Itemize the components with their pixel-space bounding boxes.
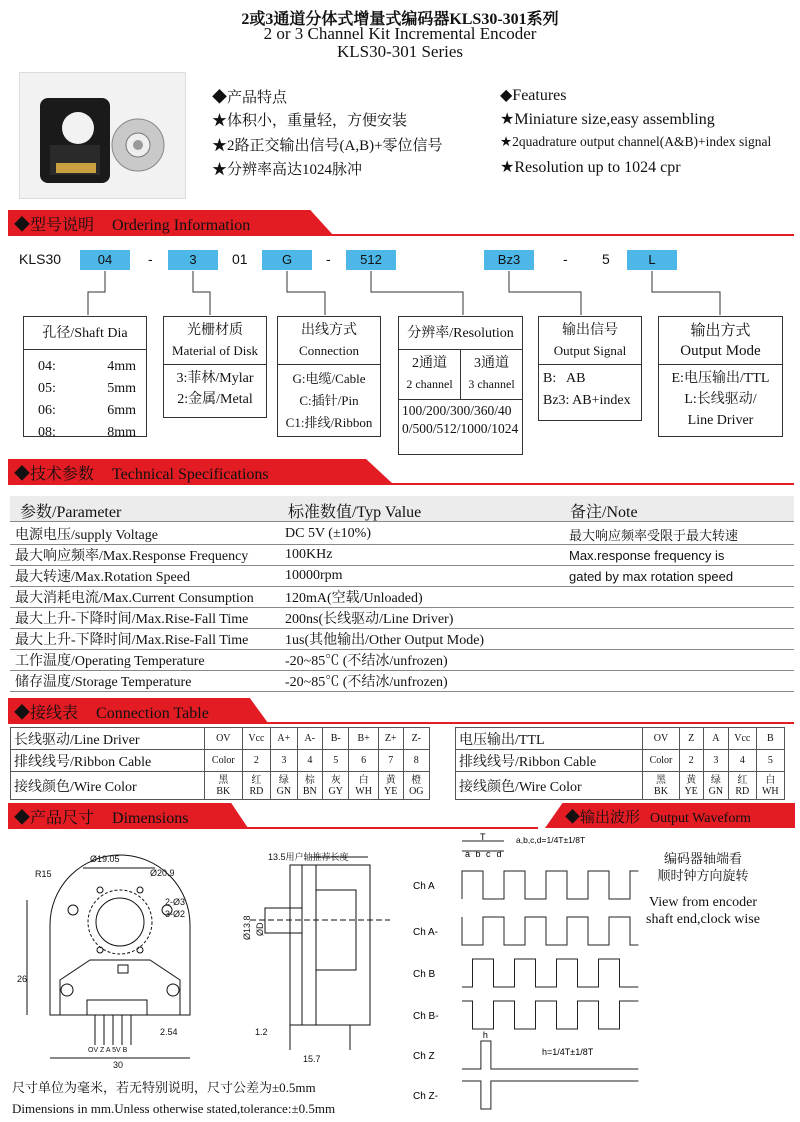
waveform-trace (462, 1081, 638, 1109)
connection-cell: Vcc (242, 728, 271, 750)
spec-cell: 最大响应频率/Max.Response Frequency (10, 545, 280, 566)
spec-row (10, 608, 794, 629)
spec-row (10, 650, 794, 671)
connection-label: 接线颜色/Wire Color (456, 772, 643, 800)
svg-text:15.7: 15.7 (303, 1054, 321, 1064)
channel-label: Ch B- (413, 1011, 439, 1022)
title-cn: 2或3通道分体式增量式编码器KLS30-301系列 (241, 11, 559, 28)
svg-text:a: a (465, 849, 471, 859)
svg-text:30: 30 (113, 1060, 124, 1070)
waveform-header: ◆输出波形 Output Waveform (545, 803, 795, 828)
connection-cell: 黑 BK (205, 772, 243, 800)
channel-label: Ch Z- (413, 1091, 438, 1102)
connection-cell: 3 (271, 750, 297, 772)
box-connection: 出线方式 Connection G:电缆/Cable C:插针/Pin C1:排线/Ribbon (277, 316, 381, 437)
connection-cell: 红 RD (729, 772, 757, 800)
product-photo (19, 72, 186, 199)
waveform-trace (462, 871, 638, 899)
waveform-trace (462, 959, 638, 987)
svg-text:2.54: 2.54 (160, 1027, 178, 1037)
spec-row (10, 566, 794, 587)
spec-cell: 最大消耗电流/Max.Current Consumption (10, 587, 280, 608)
spec-cell: 最大响应频率受限于最大转速 (565, 524, 794, 545)
connection-cell: B- (323, 728, 349, 750)
waveform-trace (462, 1001, 638, 1029)
spec-cell: Max.response frequency is (565, 545, 794, 566)
svg-text:26: 26 (17, 974, 28, 984)
spec-cell: DC 5V (±10%) (280, 524, 565, 545)
connection-cell: OV (205, 728, 243, 750)
spec-cell (565, 608, 794, 629)
connection-cell: 7 (378, 750, 403, 772)
dash-3: - (563, 251, 568, 267)
connection-cell: Z- (403, 728, 429, 750)
spec-cell: -20~85℃ (不结冰/unfrozen) (280, 671, 565, 692)
svg-text:ØD: ØD (255, 922, 265, 936)
svg-text:Ø13.8: Ø13.8 (242, 915, 252, 940)
connection-cell: A (703, 728, 728, 750)
title-series: KLS30-301 Series (336, 42, 464, 61)
dash-1: - (148, 251, 153, 267)
spec-cell (565, 629, 794, 650)
connection-cell: 灰 GY (323, 772, 349, 800)
connection-row (11, 728, 430, 750)
box-output-mode: 输出方式 Output Mode E:电压输出/TTL L:长线驱动/ Line Driver (658, 316, 783, 437)
ordering-header: ◆型号说明 Ordering Information (8, 210, 333, 235)
spec-cell: 100KHz (280, 545, 565, 566)
connection-label: 排线线号/Ribbon Cable (456, 750, 643, 772)
channel-label: Ch B (413, 969, 436, 980)
connection-cell: 红 RD (242, 772, 271, 800)
svg-text:T: T (480, 833, 486, 842)
order-prefix: KLS30 (19, 251, 62, 267)
spec-row (10, 545, 794, 566)
svg-text:d: d (496, 849, 502, 859)
spec-cell: 最大转速/Max.Rotation Speed (10, 566, 280, 587)
svg-text:c: c (486, 849, 491, 859)
code-disk: 3 (168, 250, 218, 270)
svg-text:R15: R15 (35, 869, 52, 879)
fixed-5: 5 (602, 251, 610, 267)
spec-cell: 1us(其他输出/Other Output Mode) (280, 629, 565, 650)
connection-cell: B+ (349, 728, 378, 750)
spec-cell: 电源电压/supply Voltage (10, 524, 280, 545)
spec-cell: -20~85℃ (不结冰/unfrozen) (280, 650, 565, 671)
box-shaft-dia: 孔径/Shaft Dia 04: 4mm 05: 5mm 06: 6mm 08: 8mm (23, 316, 147, 437)
tech-table (10, 524, 794, 692)
svg-text:a,b,c,d=1/4T±1/8T: a,b,c,d=1/4T±1/8T (516, 835, 586, 845)
features-cn-head: ◆产品特点 (212, 90, 288, 106)
feature-cn-3: ★分辨率高达1024脉冲 (212, 162, 363, 178)
connection-cell: B (756, 728, 784, 750)
box-resolution: 分辨率/Resolution 2通道 2 channel 3通道 3 channel 100/200/300/360/400/500/512/1000/1024 (398, 316, 523, 455)
connection-row (456, 728, 785, 750)
code-output-signal: Bz3 (484, 250, 534, 270)
spec-cell: 储存温度/Storage Temperature (10, 671, 280, 692)
spec-row (10, 629, 794, 650)
spec-row (10, 671, 794, 692)
spec-row (10, 524, 794, 545)
feature-cn-1: ★体积小，重量轻，方便安装 (212, 113, 408, 129)
encoder-image (20, 73, 187, 200)
rotation-direction-note: 编码器轴端看 顺时钟方向旋转 View from encoder shaft end,clock wise (646, 851, 760, 927)
svg-text:h=1/4T±1/8T: h=1/4T±1/8T (542, 1047, 594, 1057)
channel-label: Ch A- (413, 927, 439, 938)
channel-label: Ch Z (413, 1051, 435, 1062)
feature-en-2: ★2quadrature output channel(A&B)+index signal (500, 134, 772, 149)
connection-cell: A- (297, 728, 323, 750)
spec-cell (565, 587, 794, 608)
spec-row (10, 587, 794, 608)
feature-en-1: ★Miniature size,easy assembling (500, 111, 715, 128)
spec-cell: gated by max rotation speed (565, 566, 794, 587)
connection-label: 排线线号/Ribbon Cable (11, 750, 205, 772)
box-disk-material: 光栅材质 Material of Disk 3:菲林/Mylar 2:金属/Metal (163, 316, 267, 418)
connection-cell: Z (679, 728, 703, 750)
connection-cell: 8 (403, 750, 429, 772)
connection-table-left (10, 727, 430, 800)
spec-cell: 10000rpm (280, 566, 565, 587)
connection-cell: Z+ (378, 728, 403, 750)
connection-cell: 棕 BN (297, 772, 323, 800)
svg-text:1.2: 1.2 (255, 1027, 268, 1037)
svg-text:2-Ø3: 2-Ø3 (165, 897, 186, 907)
channel-label: Ch A (413, 881, 435, 892)
connection-cell: 橙 OG (403, 772, 429, 800)
code-shaft: 04 (80, 250, 130, 270)
svg-text:3-Ø2: 3-Ø2 (165, 909, 186, 919)
code-connection: G (262, 250, 312, 270)
dash-2: - (326, 251, 331, 267)
svg-text:h: h (482, 1030, 488, 1040)
connection-table-right (455, 727, 785, 800)
connection-cell: 4 (729, 750, 757, 772)
code-resolution: 512 (346, 250, 396, 270)
connection-cell: A+ (271, 728, 297, 750)
tech-header: ◆技术参数 Technical Specifications (8, 459, 393, 484)
connection-cell: 黄 YE (679, 772, 703, 800)
spec-cell (565, 650, 794, 671)
waveform-trace (462, 917, 638, 945)
dimensions-note-cn: 尺寸单位为毫米，若无特别说明，尺寸公差为±0.5mm (12, 1080, 316, 1095)
connection-cell: Color (643, 750, 679, 772)
feature-en-3: ★Resolution up to 1024 cpr (500, 159, 681, 176)
connection-cell: 绿 GN (271, 772, 297, 800)
connection-cell: OV (643, 728, 679, 750)
connection-cell: 白 WH (349, 772, 378, 800)
svg-text:OV Z A 5V B: OV Z A 5V B (88, 1047, 128, 1054)
code-output-mode: L (627, 250, 677, 270)
box-output-signal: 输出信号 Output Signal B: AB Bz3: AB+index (538, 316, 642, 421)
features-en-head: ◆Features (500, 87, 567, 104)
connection-label: 长线驱动/Line Driver (11, 728, 205, 750)
connection-cell: 6 (349, 750, 378, 772)
svg-text:b: b (475, 849, 481, 859)
feature-cn-2: ★2路正交输出信号(A,B)+零位信号 (212, 138, 443, 154)
dimensions-header: ◆产品尺寸 Dimensions (8, 803, 248, 828)
spec-cell: 最大上升-下降时间/Max.Rise-Fall Time (10, 608, 280, 629)
fixed-01: 01 (232, 251, 248, 267)
svg-text:Ø19.05: Ø19.05 (90, 854, 120, 864)
dimension-drawing (15, 840, 405, 1070)
connection-cell: 白 WH (756, 772, 784, 800)
ordering-connectors (0, 270, 800, 320)
connection-cell: 绿 GN (703, 772, 728, 800)
connection-cell: Color (205, 750, 243, 772)
connection-cell: 3 (703, 750, 728, 772)
connection-row (456, 772, 785, 800)
dimensions-note-en: Dimensions in mm.Unless otherwise stated,tolerance:±0.5mm (12, 1101, 336, 1116)
connection-cell: 5 (323, 750, 349, 772)
spec-cell (565, 671, 794, 692)
connection-header: ◆接线表 Connection Table (8, 698, 268, 723)
connection-cell: 黑 BK (643, 772, 679, 800)
connection-cell: 2 (679, 750, 703, 772)
spec-cell: 最大上升-下降时间/Max.Rise-Fall Time (10, 629, 280, 650)
connection-row (11, 772, 430, 800)
connection-cell: 5 (756, 750, 784, 772)
spec-cell: 200ns(长线驱动/Line Driver) (280, 608, 565, 629)
svg-text:Ø20.9: Ø20.9 (150, 868, 175, 878)
tech-table-header: 参数/Parameter 标准数值/Typ Value 备注/Note (10, 496, 794, 522)
svg-text:13.5用户轴推荐长度: 13.5用户轴推荐长度 (268, 852, 349, 862)
connection-label: 电压输出/TTL (456, 728, 643, 750)
connection-cell: 4 (297, 750, 323, 772)
connection-cell: 黄 YE (378, 772, 403, 800)
connection-row (11, 750, 430, 772)
spec-cell: 120mA(空载/Unloaded) (280, 587, 565, 608)
connection-label: 接线颜色/Wire Color (11, 772, 205, 800)
connection-cell: 2 (242, 750, 271, 772)
spec-cell: 工作温度/Operating Temperature (10, 650, 280, 671)
connection-row (456, 750, 785, 772)
connection-cell: Vcc (729, 728, 757, 750)
title-en: 2 or 3 Channel Kit Incremental Encoder (263, 24, 537, 43)
